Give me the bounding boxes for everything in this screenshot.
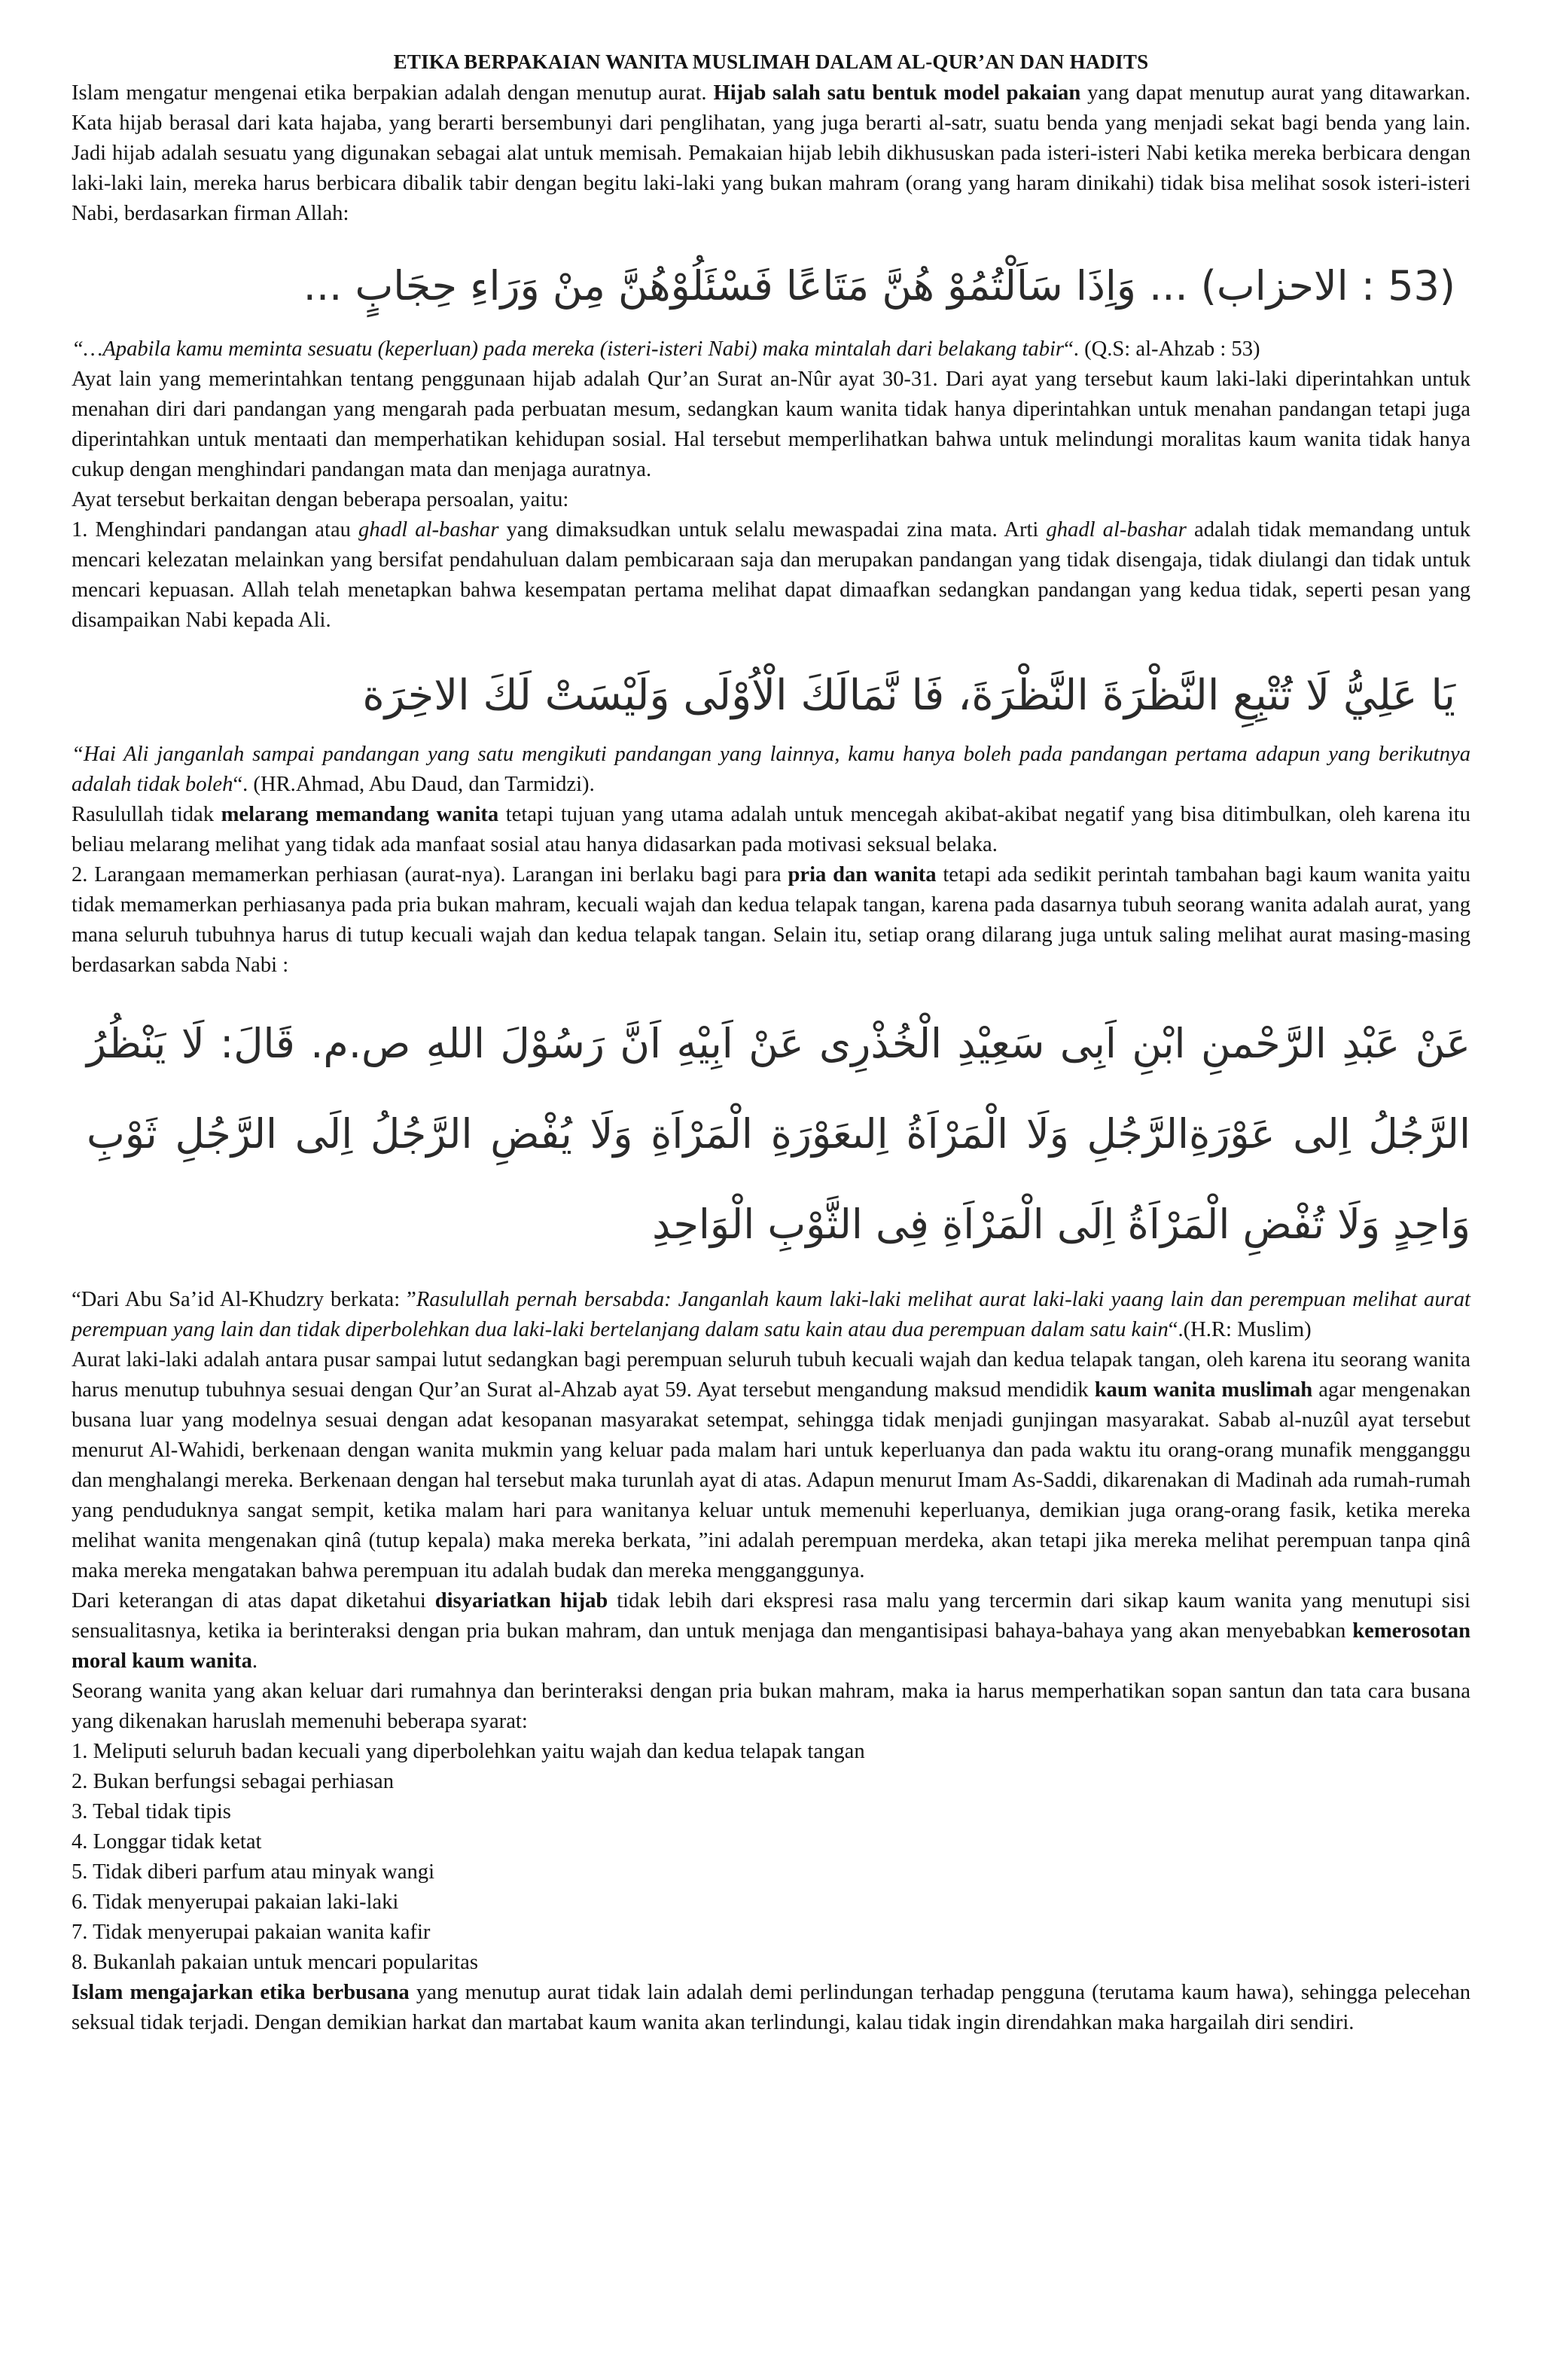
arabic-verse-al-ahzab-53: (53 : الاحزاب) ... وَاِذَا سَاَلْتُمُوْ هُنَّ مَتَاعًا فَسْئَلُوْهُنَّ مِنْ وَرَاءِ حِجَابٍ ... <box>303 262 1455 310</box>
arabic-hadith-ali: يَا عَلِيُّ لَا تُتْبِعِ النَّظْرَةَ النَّظْرَةَ، فَا نَّمَالَكَ الْاُوْلَى وَلَيْسَتْ لَكَ الاخِرَة <box>362 671 1455 720</box>
paragraph-disyariatkan-hijab: Dari keterangan di atas dapat diketahui disyariatkan hijab tidak lebih dari ekspresi rasa malu yang tercermin dari sikap kaum wanita yang menutupi sisi sensualitasnya, ketika ia berinteraksi dengan pria bukan mahram, dan untuk menjaga dan mengantisipasi bahaya-bahaya yang akan menyebabkan kemerosotan moral kaum wanita. <box>72 1589 1470 1673</box>
document-page <box>72 47 1470 2038</box>
intro-paragraph: Islam mengatur mengenai etika berpakian adalah dengan menutup aurat. Hijab salah satu bentuk model pakaian yang dapat menutup aurat yang ditawarkan. Kata hijab berasal dari kata hajaba, yang berarti bersembunyi dari penglihatan, yang juga berarti al-satr, suatu benda yang menjadi sekat bagi benda yang lain. Jadi hijab adalah sesuatu yang digunakan sebagai alat untuk memisah. Pemakaian hijab lebih dikhususkan pada isteri-isteri Nabi ketika mereka berbicara dengan laki-laki lain, mereka harus berbicara dibalik tabir dengan begitu laki-laki yang bukan mahram (orang yang haram dinikahi) tidak bisa melihat sosok isteri-isteri Nabi, berdasarkan firman Allah: <box>72 81 1470 225</box>
document-title: ETIKA BERPAKAIAN WANITA MUSLIMAH DALAM AL-QUR’AN DAN HADITS <box>393 50 1149 73</box>
list-item: 6. Tidak menyerupai pakaian laki-laki <box>72 1890 399 1914</box>
list-item: 2. Bukan berfungsi sebagai perhiasan <box>72 1770 394 1793</box>
hijab-highlight: Hijab salah satu bentuk model pakaian <box>713 81 1081 105</box>
list-item: 5. Tidak diberi parfum atau minyak wangi <box>72 1860 435 1884</box>
conclusion-paragraph: Islam mengajarkan etika berbusana yang menutup aurat tidak lain adalah demi perlindungan terhadap pengguna (terutama kaum hawa), sehingga pelecehan seksual tidak terjadi. Dengan demikian harkat dan martabat kaum wanita akan terlindungi, kalau tidak ingin direndahkan maka hargailah diri sendiri. <box>72 1981 1470 2034</box>
point-2-perhiasan: 2. Larangaan memamerkan perhiasan (aurat-nya). Larangan ini berlaku bagi para pria dan wanita tetapi ada sedikit perintah tambahan bagi kaum wanita yaitu tidak memamerkan perhiasanya pada pria bukan mahram, kecuali wajah dan kedua telapak tangan, karena pada dasarnya tubuh seorang wanita adalah aurat, yang mana seluruh tubuhnya harus di tutup kecuali wajah dan kedua telapak tangan. Selain itu, setiap orang dilarang juga untuk saling melihat aurat masing-masing berdasarkan sabda Nabi : <box>72 863 1470 977</box>
verse-translation: “…Apabila kamu meminta sesuatu (keperluan) pada mereka (isteri-isteri Nabi) maka mintalah dari belakang tabir“. (Q.S: al-Ahzab : 53) <box>72 337 1260 361</box>
list-item: 3. Tebal tidak tipis <box>72 1800 231 1823</box>
paragraph-an-nur: Ayat lain yang memerintahkan tentang penggunaan hijab adalah Qur’an Surat an-Nûr ayat 30-31. Dari ayat yang tersebut kaum laki-laki diperintahkan untuk menahan diri dari pandangan yang mengarah pada perbuatan mesum, sedangkan kaum wanita tidak hanya diperintahkan untuk menahan pandangan tetapi juga diperintahkan untuk mentaati dan memperhatikan kehidupan sosial. Hal tersebut memperlihatkan bahwa untuk melindungi moralitas kaum wanita tidak hanya cukup dengan menghindari pandangan mata dan menjaga auratnya. <box>72 368 1470 481</box>
paragraph-persoalan: Ayat tersebut berkaitan dengan beberapa persoalan, yaitu: <box>72 488 569 511</box>
hadith-abu-said-translation: “Dari Abu Sa’id Al-Khudzry berkata: ”Rasulullah pernah bersabda: Janganlah kaum laki-laki melihat aurat laki-laki yaang lain dan perempuan melihat aurat perempuan yang lain dan tidak diperbolehkan dua laki-laki bertelanjang dalam satu kain atau dua perempuan dalam satu kain“.(H.R: Muslim) <box>72 1288 1470 1341</box>
arabic-hadith-abu-said: عَنْ عَبْدِ الرَّحْمنِ ابْنِ اَبِى سَعِيْدِ الْخُذْرِى عَنْ اَبِيْهِ اَنَّ رَسُوْلَ اللهِ ص.م. قَالَ: لَا يَنْظُرُ الرَّجُلُ اِلى عَوْرَةِالرَّجُلِ وَلَا الْمَرْاَةُ اِلىعَوْرَةِ الْمَرْاَةِ وَلَا يُفْضِ الرَّجُلُ اِلَى الرَّجُلِ ثَوْبِ وَاحِدٍ وَلَا تُفْضِ الْمَرْاَةُ اِلَى الْمَرْاَةِ فِى الثَّوْبِ الْوَاحِدِ <box>87 1020 1470 1248</box>
list-item: 8. Bukanlah pakaian untuk mencari popularitas <box>72 1951 478 1974</box>
point-1-ghadl-al-bashar: 1. Menghindari pandangan atau ghadl al-bashar yang dimaksudkan untuk selalu mewaspadai zina mata. Arti ghadl al-bashar adalah tidak memandang untuk mencari kelezatan melainkan yang bersifat pendahuluan dalam pembicaraan saja dan merupakan pandangan yang tidak disengaja, tidak diulangi dan tidak untuk mencari kepuasan. Allah telah menetapkan bahwa kesempatan pertama melihat dapat dimaafkan sedangkan pandangan yang kedua tidak, seperti pesan yang disampaikan Nabi kepada Ali. <box>72 518 1470 632</box>
list-item: 1. Meliputi seluruh badan kecuali yang diperbolehkan yaitu wajah dan kedua telapak tangan <box>72 1740 865 1763</box>
hadith-ali-translation: “Hai Ali janganlah sampai pandangan yang satu mengikuti pandangan yang lainnya, kamu hanya boleh pada pandangan pertama adapun yang berikutnya adalah tidak boleh“. (HR.Ahmad, Abu Daud, dan Tarmidzi). <box>72 743 1470 796</box>
paragraph-aurat: Aurat laki-laki adalah antara pusar sampai lutut sedangkan bagi perempuan seluruh tubuh kecuali wajah dan kedua telapak tangan, oleh karena itu seorang wanita harus menutup tubuhnya sesuai dengan Qur’an Surat al-Ahzab ayat 59. Ayat tersebut mengandung maksud mendidik kaum wanita muslimah agar mengenakan busana luar yang modelnya sesuai dengan adat kesopanan masyarakat setempat, sehingga tidak menjadi gunjingan masyarakat. Sabab al-nuzûl ayat tersebut menurut Al-Wahidi, berkenaan dengan wanita mukmin yang keluar pada malam hari untuk keperluanya dan pada waktu itu orang-orang munafik mengganggu dan menghalangi mereka. Berkenaan dengan hal tersebut maka turunlah ayat di atas. Adapun menurut Imam As-Saddi, dikarenakan di Madinah ada rumah-rumah yang penduduknya sangat sempit, ketika malam hari para wanitanya keluar untuk memenuhi keperluanya, demikian juga orang-orang fasik, ketika mereka melihat wanita mengenakan qinâ (tutup kepala) maka mereka berkata, ”ini adalah perempuan merdeka, akan tetapi jika mereka melihat perempuan tanpa qinâ maka mereka mengatakan bahwa perempuan itu adalah budak dan mereka mengganggunya. <box>72 1348 1470 1582</box>
requirements-list <box>72 1737 1470 1978</box>
paragraph-syarat: Seorang wanita yang akan keluar dari rumahnya dan berinteraksi dengan pria bukan mahram, maka ia harus memperhatikan sopan santun dan tata cara busana yang dikenakan haruslah memenuhi beberapa syarat: <box>72 1680 1470 1733</box>
list-item: 4. Longgar tidak ketat <box>72 1830 262 1854</box>
paragraph-rasulullah: Rasulullah tidak melarang memandang wanita tetapi tujuan yang utama adalah untuk mencegah akibat-akibat negatif yang bisa ditimbulkan, oleh karena itu beliau melarang melihat yang tidak ada manfaat sosial atau hanya didasarkan pada motivasi seksual belaka. <box>72 803 1470 856</box>
list-item: 7. Tidak menyerupai pakaian wanita kafir <box>72 1921 431 1944</box>
